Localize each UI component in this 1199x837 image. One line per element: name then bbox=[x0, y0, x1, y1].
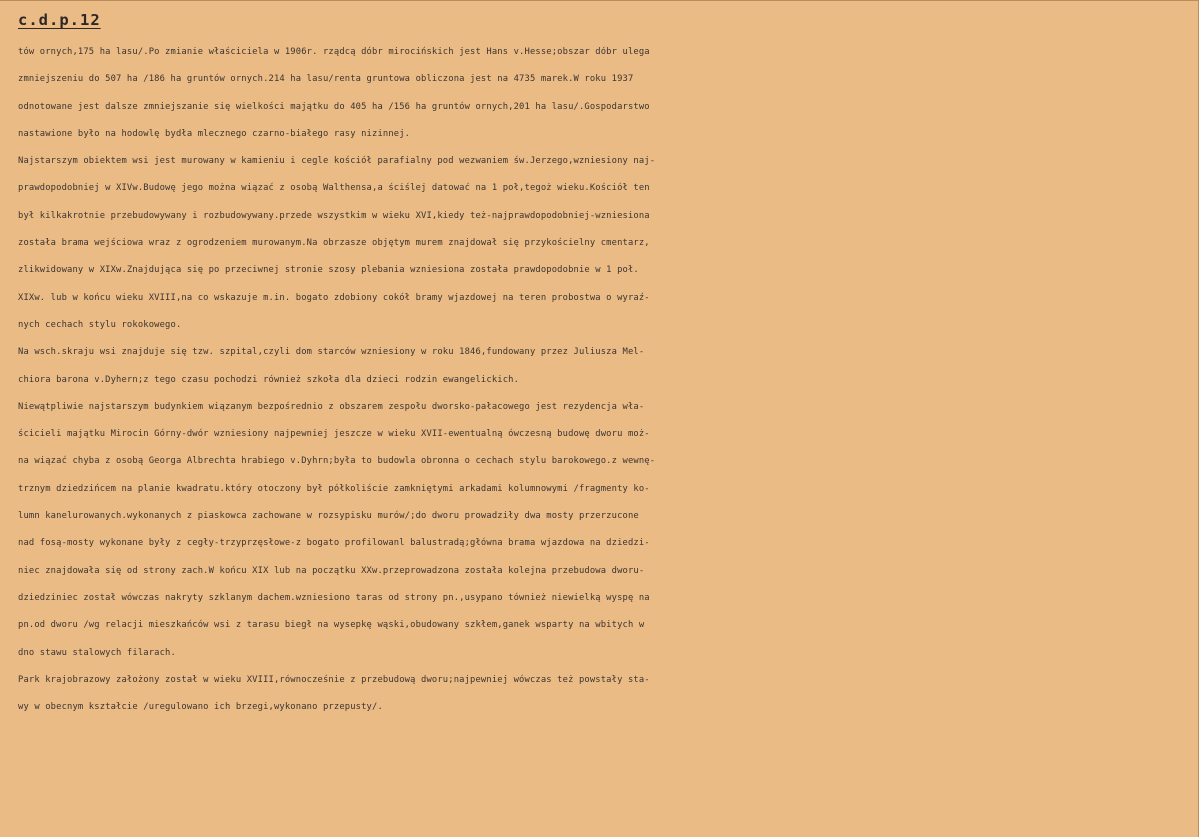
text-line: pn.od dworu /wg relacji mieszkańców wsi z tarasu biegł na wysepkę wąski,obudowany szkłem,ganek wsparty na wbitych w bbox=[18, 620, 645, 631]
text-line: chiora barona v.Dyhern;z tego czasu pochodzi również szkoła dla dzieci rodzin ewangelickich. bbox=[18, 374, 520, 385]
text-line: została brama wejściowa wraz z ogrodzeniem murowanym.Na obrzasze objętym murem znajdował się przykościelny cmentarz, bbox=[18, 238, 650, 249]
text-line: XIXw. lub w końcu wieku XVIII,na co wskazuje m.in. bogato zdobiony cokół bramy wjazdowej na teren probostwa o wyraź- bbox=[18, 292, 650, 303]
text-line: nad fosą-mosty wykonane były z cegły-trzyprzęsłowe-z bogato profilowanl balustradą;główna brama wjazdowa na dziedzi- bbox=[18, 538, 650, 549]
text-line: zlikwidowany w XIXw.Znajdująca się po przeciwnej stronie szosy plebania wzniesiona została prawdopodobnie w 1 poł. bbox=[18, 265, 639, 276]
text-line: wy w obecnym kształcie /uregulowano ich brzegi,wykonano przepusty/. bbox=[18, 702, 383, 713]
text-line: ścicieli majątku Mirocin Górny-dwór wzniesiony najpewniej jeszcze w wieku XVII-ewentualną ówczesną budowę dworu moż- bbox=[18, 429, 650, 440]
text-line: lumn kanelurowanych.wykonanych z piaskowca zachowane w rozsypisku murów/;do dworu prowadziły dwa mosty przerzucone bbox=[18, 511, 639, 522]
text-line: niec znajdowała się od strony zach.W końcu XIX lub na początku XXw.przeprowadzona została kolejna przebudowa dworu- bbox=[18, 565, 645, 576]
text-line: zmniejszeniu do 507 ha /186 ha gruntów ornych.214 ha lasu/renta gruntowa obliczona jest na 4735 marek.W roku 1937 bbox=[18, 74, 634, 85]
text-line: nastawione było na hodowlę bydła mlecznego czarno-białego rasy nizinnej. bbox=[18, 128, 411, 139]
page-header: c.d.p.12 bbox=[18, 11, 101, 29]
body-text bbox=[18, 39, 1188, 721]
text-line: na wiązać chyba z osobą Georga Albrechta hrabiego v.Dyhrn;była to budowla obronna o cechach stylu barokowego.z wewnę- bbox=[18, 456, 656, 467]
text-line: dno stawu stalowych filarach. bbox=[18, 647, 176, 658]
text-line: Niewątpliwie najstarszym budynkiem wiązanym bezpośrednio z obszarem zespołu dworsko-pałacowego jest rezydencja wła- bbox=[18, 401, 645, 412]
text-line: tów ornych,175 ha lasu/.Po zmianie właściciela w 1906r. rządcą dóbr mirocińskich jest Hans v.Hesse;obszar dóbr ulega bbox=[18, 47, 650, 57]
text-line: Na wsch.skraju wsi znajduje się tzw. szpital,czyli dom starców wzniesiony w roku 1846,fundowany przez Juliusza Mel- bbox=[18, 347, 645, 358]
text-line: prawdopodobniej w XIVw.Budowę jego można wiązać z osobą Walthensa,a ściślej datować na 1 poł,tegoż wieku.Kościół ten bbox=[18, 183, 650, 194]
text-line: Najstarszym obiektem wsi jest murowany w kamieniu i cegle kościół parafialny pod wezwaniem św.Jerzego,wzniesiony naj- bbox=[18, 156, 656, 167]
text-line: był kilkakrotnie przebudowywany i rozbudowywany.przede wszystkim w wieku XVI,kiedy też-najprawdopodobniej-wzniesiona bbox=[18, 210, 650, 221]
text-line: dziedziniec został wówczas nakryty szklanym dachem.wzniesiono taras od strony pn.,usypano tównież niewielką wyspę na bbox=[18, 592, 650, 603]
text-line: odnotowane jest dalsze zmniejszanie się wielkości majątku do 405 ha /156 ha gruntów ornych,201 ha lasu/.Gospodarstwo bbox=[18, 101, 650, 112]
text-line: nych cechach stylu rokokowego. bbox=[18, 319, 182, 330]
text-line: Park krajobrazowy założony został w wieku XVIII,równocześnie z przebudową dworu;najpewniej wówczas też powstały sta- bbox=[18, 674, 650, 685]
text-line: trznym dziedzińcem na planie kwadratu.który otoczony był półkoliście zamkniętymi arkadami kolumnowymi /fragmenty ko- bbox=[18, 483, 650, 494]
